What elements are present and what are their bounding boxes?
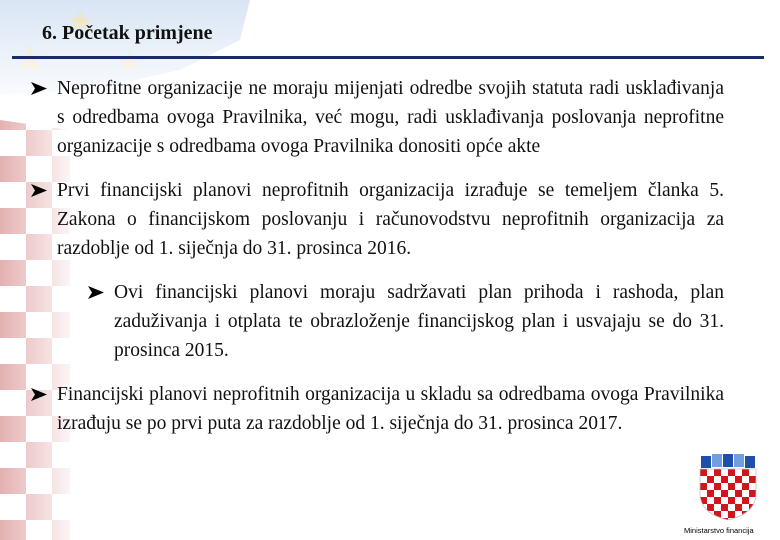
- bullet-item: [30, 380, 724, 438]
- croatian-coat-of-arms-logo: [697, 454, 759, 520]
- title-underline: [12, 56, 764, 59]
- arrow-bullet-icon: [30, 387, 48, 402]
- ministry-label: Ministarstvo financija: [684, 526, 754, 535]
- arrow-bullet-icon: [30, 81, 48, 96]
- bullet-item: [30, 176, 724, 263]
- bullet-text: Neprofitne organizacije ne moraju mijenjati odredbe svojih statuta radi usklađivanja s odredbama ovoga Pravilnika, već mogu, radi usklađivanja poslovanja neprofitne organizacije s odredbama ovoga Pravilnika donositi opće akte: [57, 78, 724, 157]
- bullet-item: [30, 74, 724, 161]
- bullet-text: Prvi financijski planovi neprofitnih organizacija izrađuje se temeljem članka 5. Zakona o financijskom poslovanju i računovodstvu neprofitnih organizacija za razdoblje od 1. siječnja do 31. prosinca 2016.: [57, 180, 724, 259]
- arrow-bullet-icon: [30, 183, 48, 198]
- slide-title: 6. Početak primjene: [42, 22, 213, 44]
- bullet-text: Ovi financijski planovi moraju sadržavati plan prihoda i rashoda, plan zaduživanja i otplata te obrazloženje financijskog plan i usvajaju se do 31. prosinca 2015.: [114, 282, 724, 361]
- bullet-text: Financijski planovi neprofitnih organizacija u skladu sa odredbama ovoga Pravilnika izrađuju se po prvi puta za razdoblje od 1. siječnja do 31. prosinca 2017.: [57, 384, 724, 434]
- arrow-bullet-icon: [87, 285, 105, 300]
- slide-content: [30, 74, 724, 453]
- sub-bullet-item: [87, 278, 724, 365]
